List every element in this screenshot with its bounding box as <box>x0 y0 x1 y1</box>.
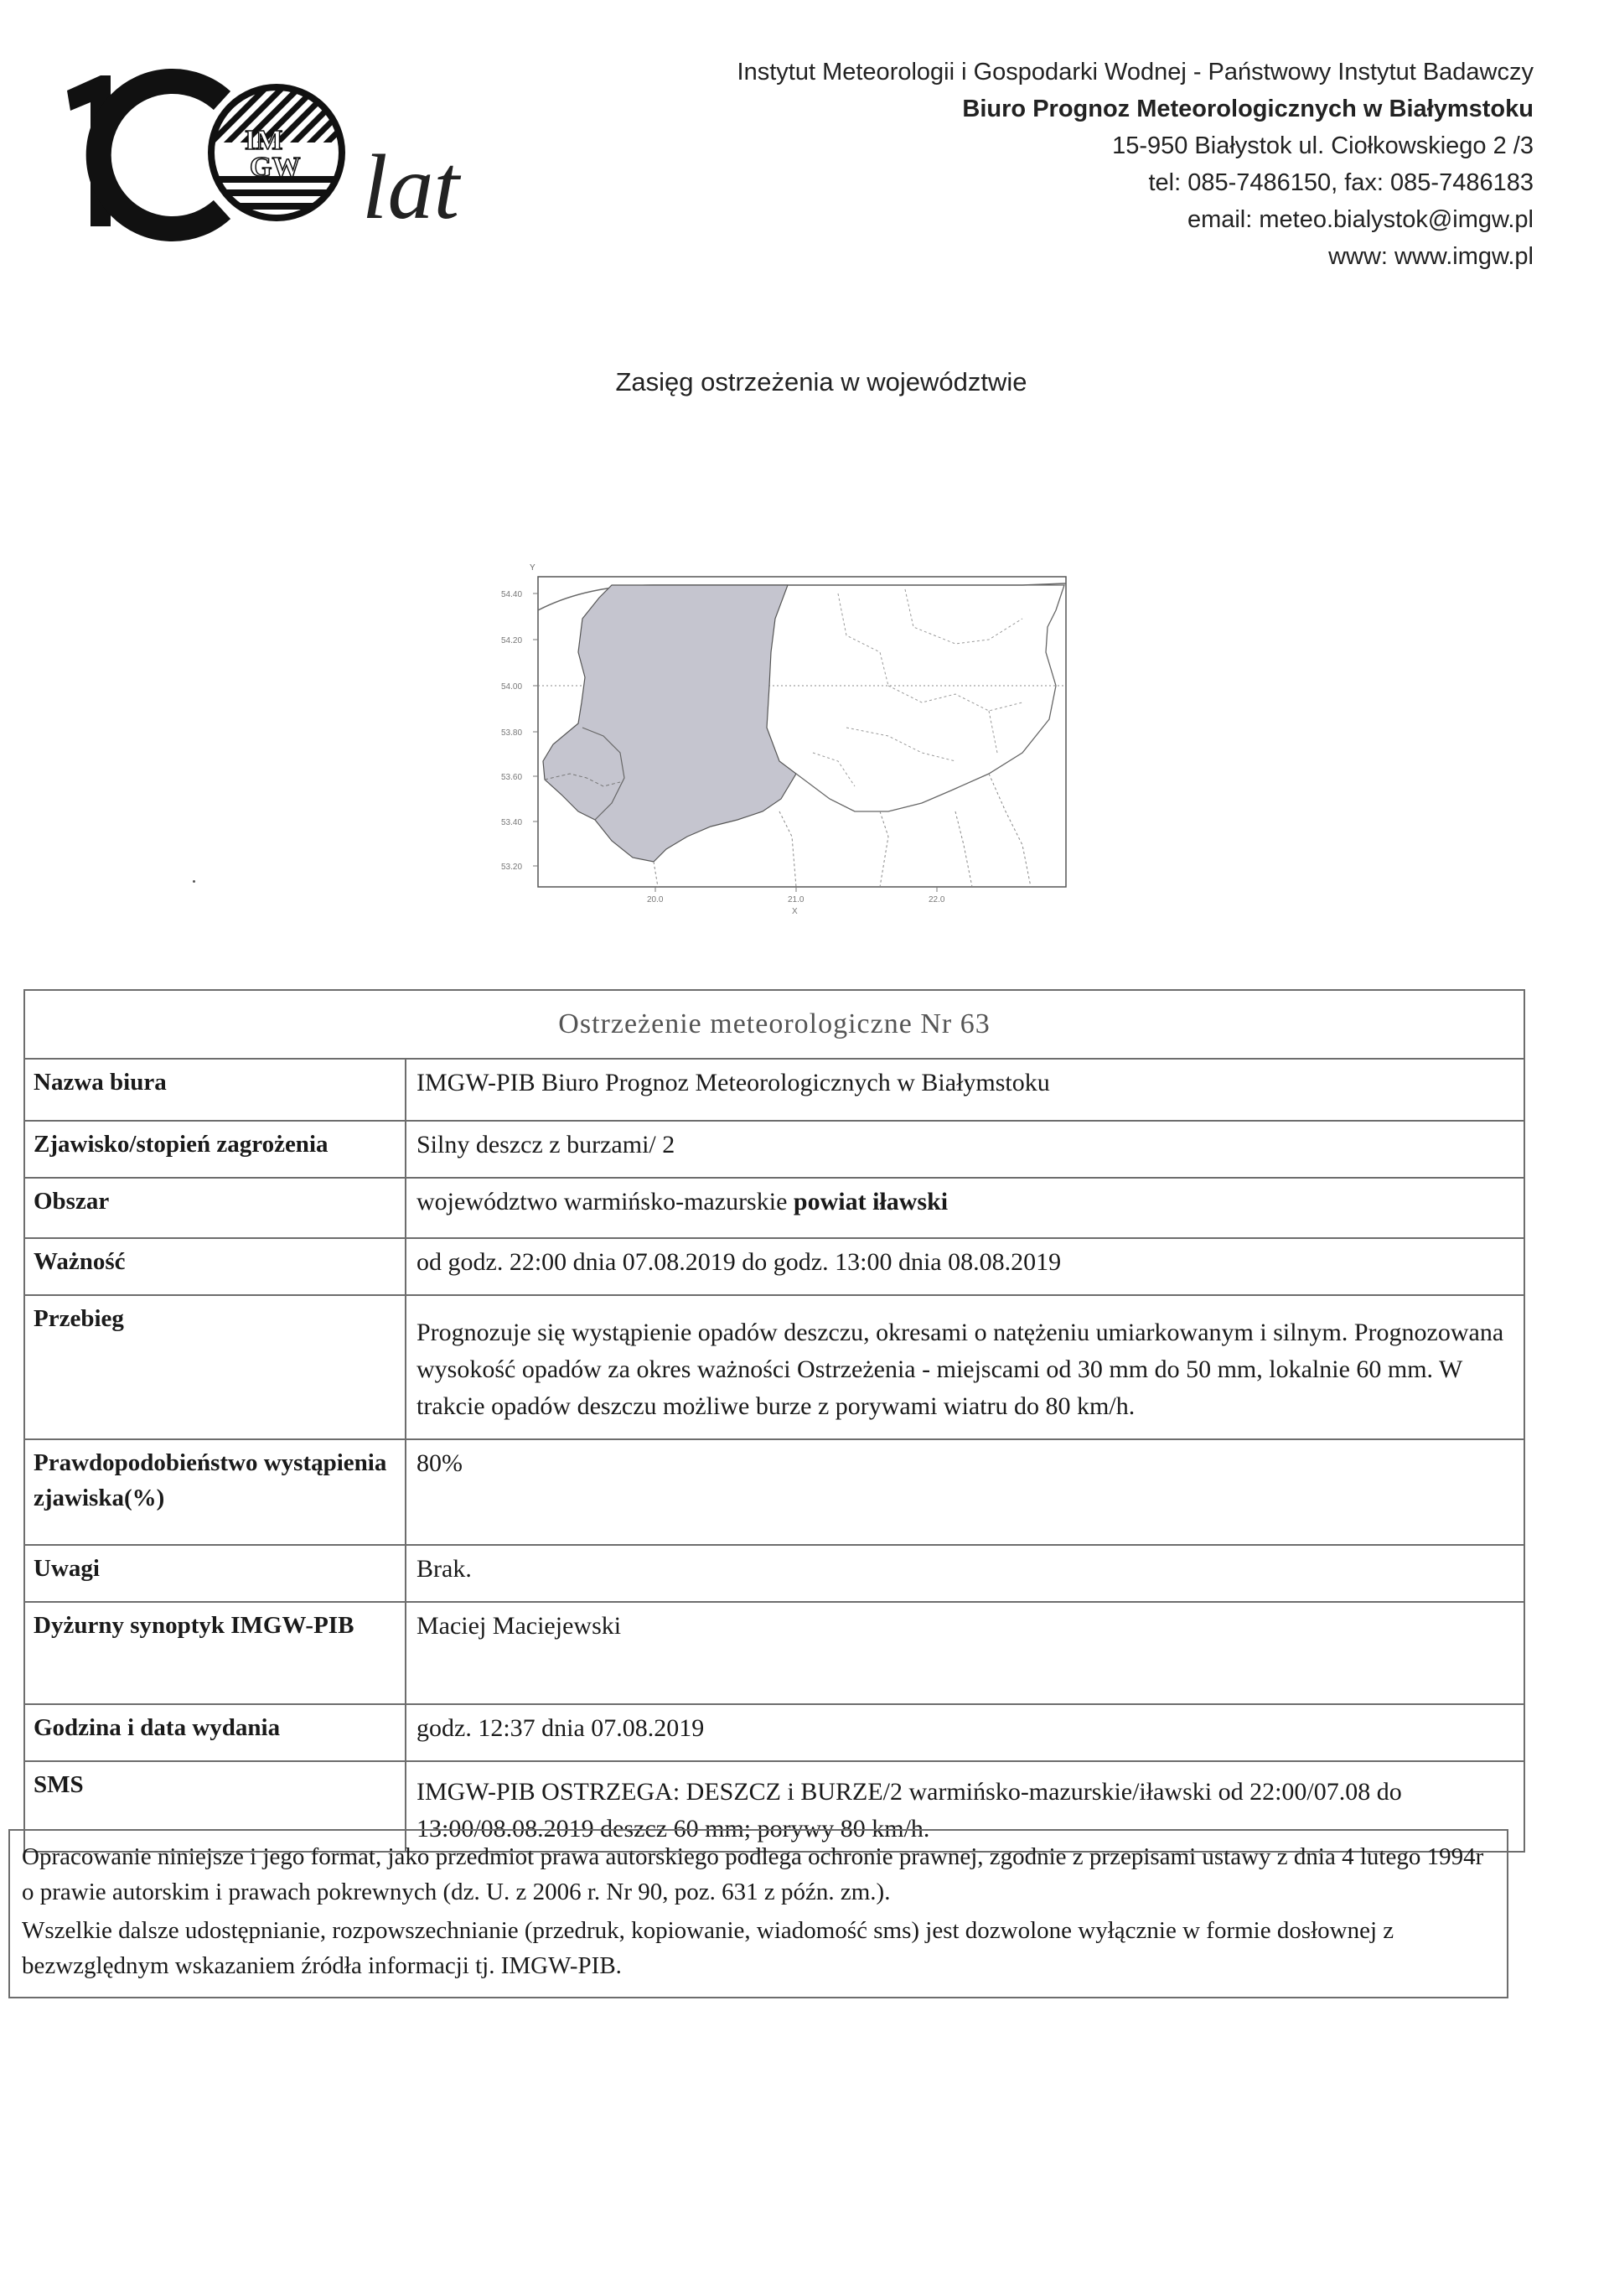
email: email: meteo.bialystok@imgw.pl <box>1187 206 1534 233</box>
x-axis-label: X <box>792 907 798 916</box>
warning-area-map <box>486 560 1073 920</box>
row-value: Maciej Maciejewski <box>416 1612 622 1640</box>
y-tick-label: 53.60 <box>501 773 523 782</box>
table-row <box>25 1296 1524 1440</box>
x-tick-label: 21.0 <box>788 895 804 904</box>
row-label: Uwagi <box>25 1546 406 1601</box>
row-label: Ważność <box>25 1239 406 1294</box>
row-label: Zjawisko/stopień zagrożenia <box>25 1122 406 1177</box>
y-tick-label: 53.40 <box>501 818 523 827</box>
svg-text:GW: GW <box>250 152 301 183</box>
map-graphic <box>486 560 1073 920</box>
table-row <box>25 1122 1524 1179</box>
table-row <box>25 1440 1524 1546</box>
row-value: IMGW-PIB OSTRZEGA: DESZCZ i BURZE/2 warmińsko-mazurskie/iławski od 22:00/07.08 do 13:00/08.08.2019 deszcz 60 mm; porywy 80 km/h. <box>416 1778 1402 1843</box>
y-tick-label: 54.20 <box>501 636 523 645</box>
area-region: województwo warmińsko-mazurskie <box>416 1188 788 1215</box>
letterhead <box>528 54 1534 275</box>
row-label: Dyżurny synoptyk IMGW-PIB <box>25 1603 406 1703</box>
y-tick-label: 54.40 <box>501 590 523 599</box>
table-row <box>25 1705 1524 1762</box>
row-label: Nazwa biura <box>25 1060 406 1120</box>
y-tick-label: 53.20 <box>501 863 523 872</box>
row-value: godz. 12:37 dnia 07.08.2019 <box>416 1714 705 1742</box>
x-tick-label: 20.0 <box>647 895 664 904</box>
imgw-100-lat-logo <box>50 50 486 243</box>
y-tick-label: 53.80 <box>501 728 523 738</box>
svg-text:IM: IM <box>245 125 283 156</box>
area-district: powiat iławski <box>793 1188 949 1215</box>
phone-fax: tel: 085-7486150, fax: 085-7486183 <box>1148 169 1534 196</box>
row-label: Przebieg <box>25 1296 406 1438</box>
table-row <box>25 1546 1524 1603</box>
bureau-name: Biuro Prognoz Meteorologicznych w Białymstoku <box>962 96 1534 122</box>
table-row <box>25 1239 1524 1296</box>
y-tick-label: 54.00 <box>501 682 523 692</box>
warning-title: Ostrzeżenie meteorologiczne Nr 63 <box>25 991 1524 1060</box>
row-value: Brak. <box>416 1555 472 1583</box>
table-row <box>25 1179 1524 1239</box>
institute-name: Instytut Meteorologii i Gospodarki Wodnej - Państwowy Instytut Badawczy <box>737 59 1534 86</box>
logo-graphic <box>50 50 486 243</box>
map-caption: Zasięg ostrzeżenia w województwie <box>615 367 1027 396</box>
row-label: Obszar <box>25 1179 406 1237</box>
scan-speck <box>193 880 195 883</box>
address: 15-950 Białystok ul. Ciołkowskiego 2 /3 <box>1112 132 1534 159</box>
website: www: www.imgw.pl <box>1328 243 1534 270</box>
row-value: od godz. 22:00 dnia 07.08.2019 do godz. 13:00 dnia 08.08.2019 <box>416 1248 1062 1276</box>
table-row <box>25 1060 1524 1122</box>
warning-table <box>23 989 1525 1853</box>
row-value <box>406 1179 1524 1237</box>
table-row <box>25 1603 1524 1705</box>
y-axis-label: Y <box>530 563 535 573</box>
copyright-notice <box>8 1829 1508 1998</box>
row-label: Prawdopodobieństwo wystąpienia zjawiska(%) <box>25 1440 406 1544</box>
copyright-paragraph: Opracowanie niniejsze i jego format, jako przedmiot prawa autorskiego podlega ochronie prawnej, zgodnie z przepisami ustawy z dnia 4 lutego 1994r o prawie autorskim i prawach pokrewnych (dz. U. z 2006 r. Nr 90, poz. 631 z późn. zm.). <box>22 1843 1484 1905</box>
row-value: Prognozuje się wystąpienie opadów deszczu, okresami o natężeniu umiarkowanym i silnym. Prognozowana wysokość opadów za okres ważności Ostrzeżenia - miejscami od 30 mm do 50 mm, lokalnie 60 mm. W trakcie opadów deszczu możliwe burze z porywami wiatru do 80 km/h. <box>416 1319 1504 1420</box>
row-value: IMGW-PIB Biuro Prognoz Meteorologicznych w Białymstoku <box>416 1069 1050 1096</box>
row-label: SMS <box>25 1762 406 1851</box>
svg-text:lat: lat <box>362 136 460 238</box>
row-label: Godzina i data wydania <box>25 1705 406 1760</box>
copyright-paragraph: Wszelkie dalsze udostępnianie, rozpowszechnianie (przedruk, kopiowanie, wiadomość sms) jest dozwolone wyłącznie w formie dosłownej z bezwzględnym wskazaniem źródła informacji tj. IMGW-PIB. <box>22 1917 1394 1979</box>
row-value: 80% <box>416 1449 463 1477</box>
row-value: Silny deszcz z burzami/ 2 <box>416 1131 675 1158</box>
x-tick-label: 22.0 <box>929 895 945 904</box>
